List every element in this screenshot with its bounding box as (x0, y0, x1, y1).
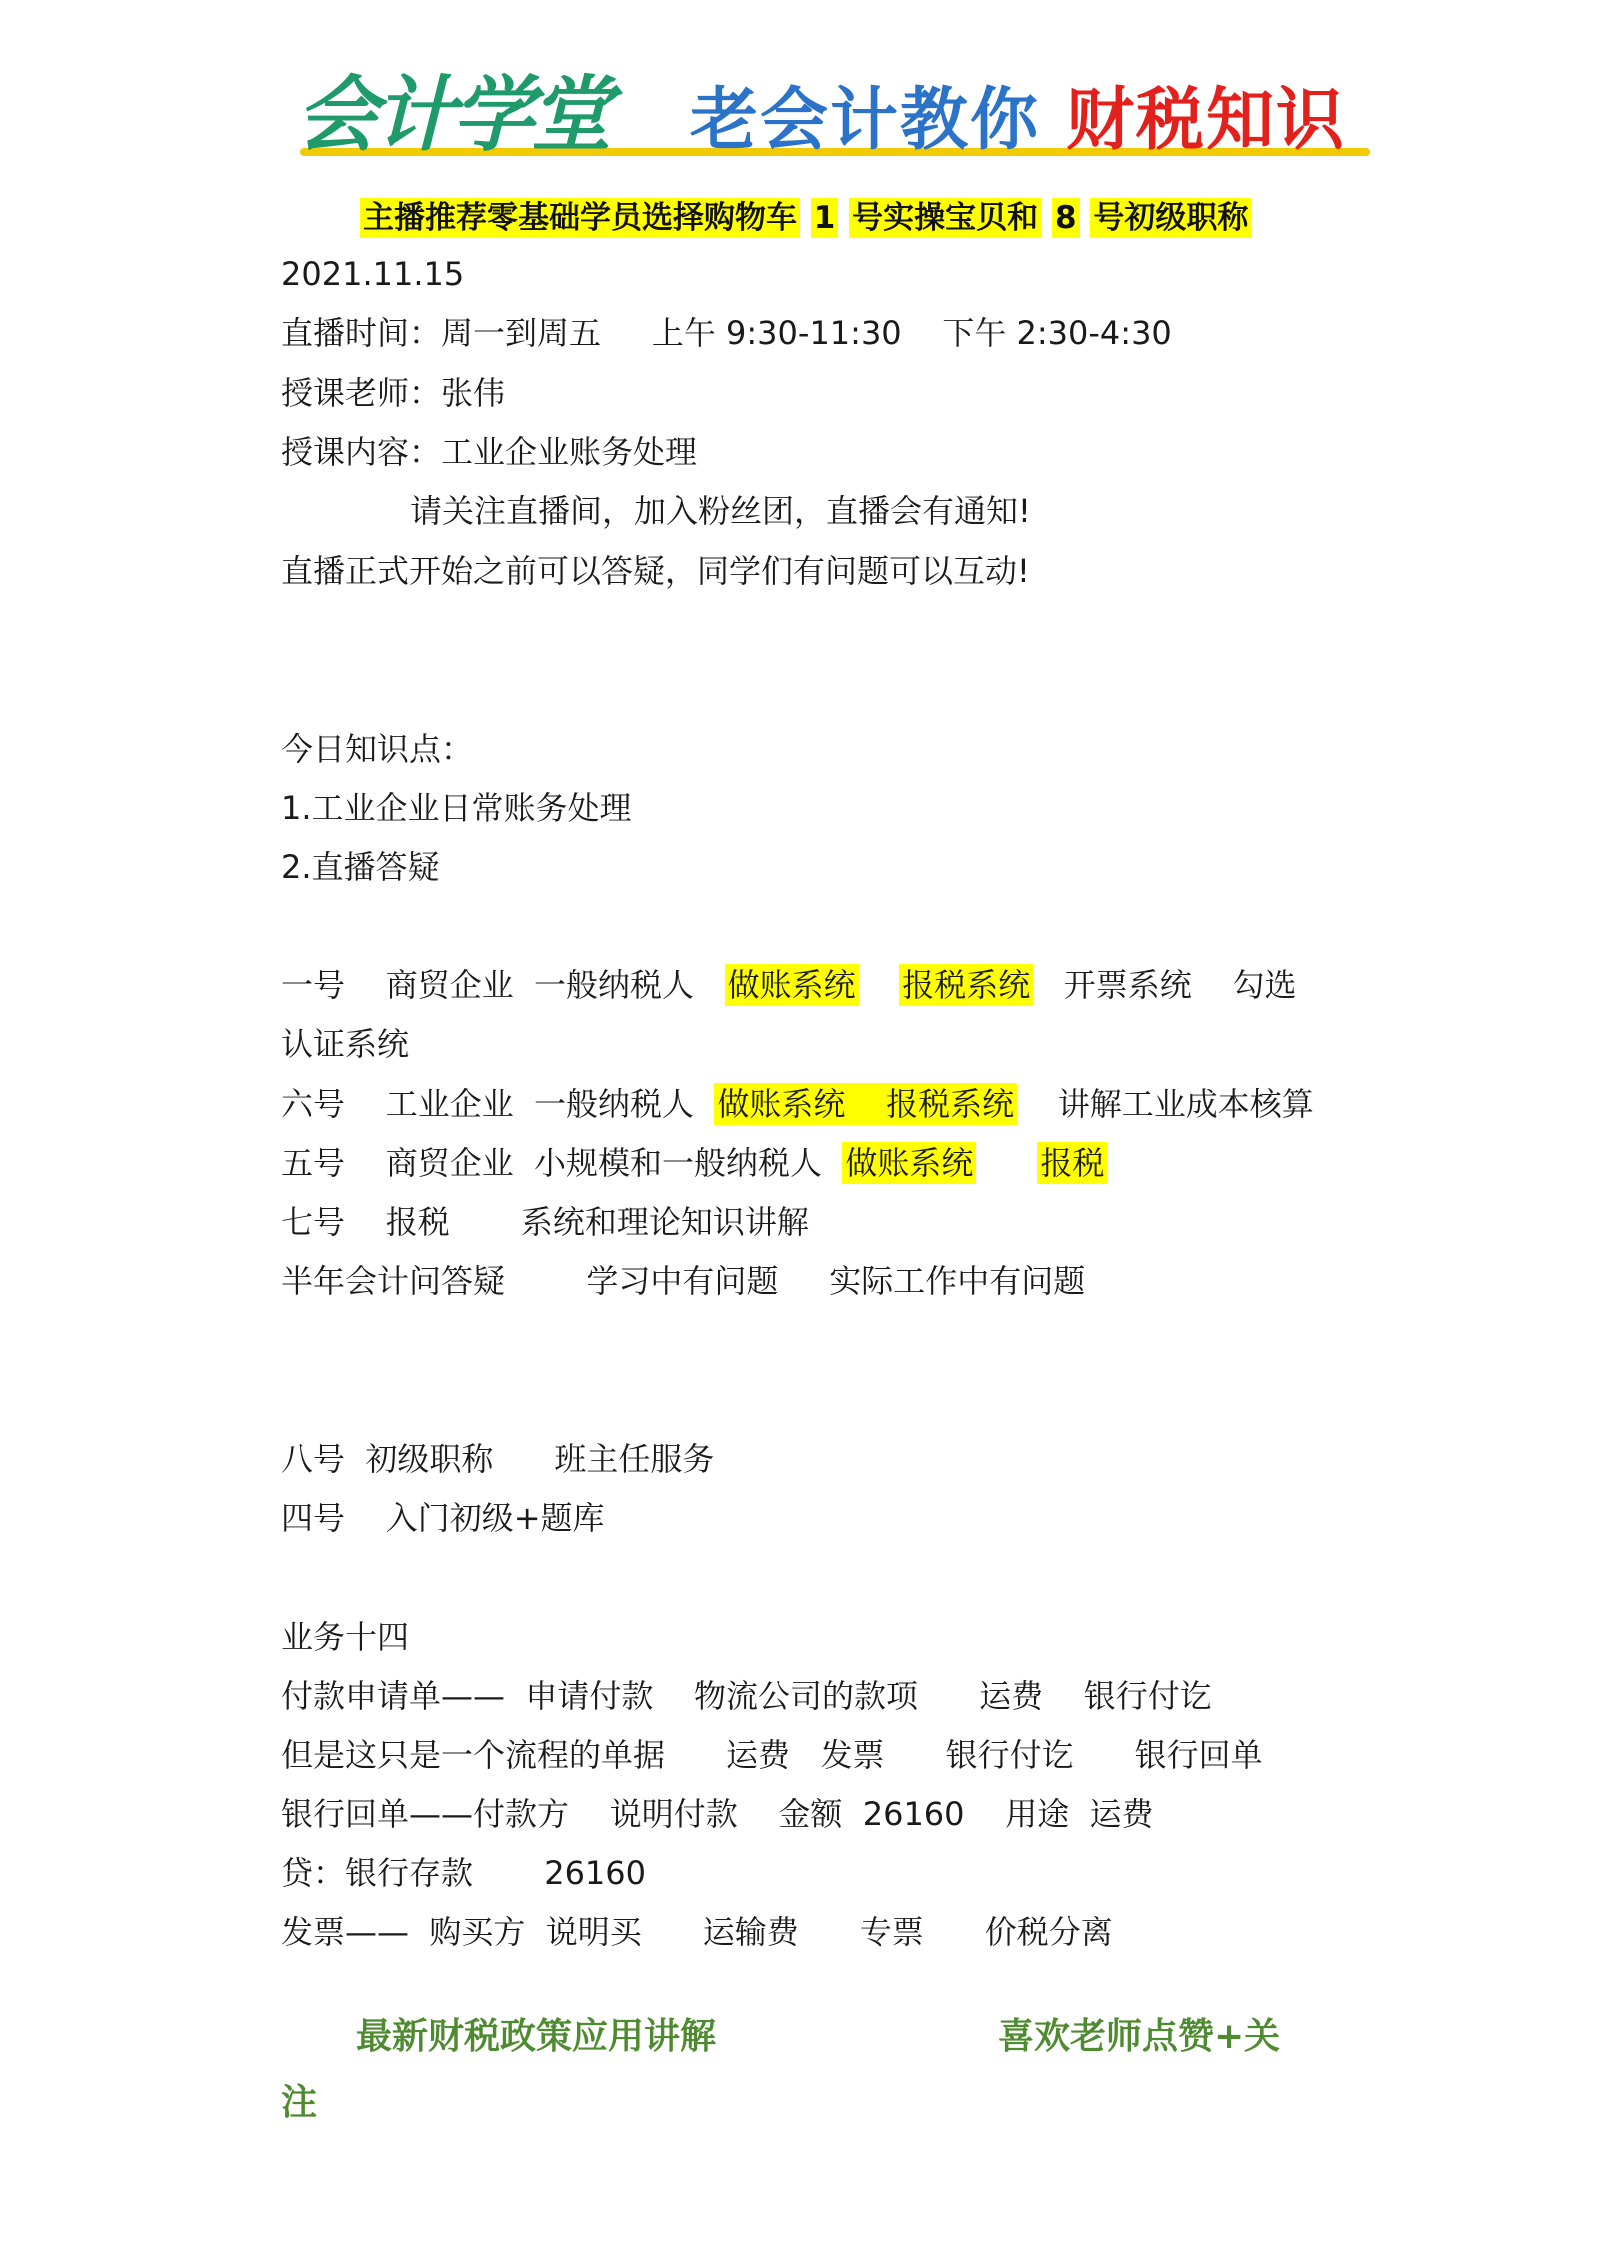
product-1-cont: 认证系统 (281, 1025, 410, 1063)
course-content: 授课内容：工业企业账务处理 (281, 433, 698, 471)
product-text: 一号 商贸企业 一般纳税人 (281, 966, 725, 1004)
subtitle-number: 1 (811, 198, 839, 238)
half-year-qa: 半年会计问答疑 学习中有问题 实际工作中有问题 (281, 1262, 1086, 1300)
banner-brand: 会计学堂 (296, 68, 608, 163)
product-4: 四号 入门初级+题库 (281, 1499, 605, 1537)
business-heading: 业务十四 (281, 1618, 410, 1656)
product-text: 五号 商贸企业 小规模和一般纳税人 (281, 1144, 843, 1182)
footer-like-follow: 喜欢老师点赞+关 (998, 2016, 1281, 2057)
highlight-tag: 报税系统 (899, 964, 1033, 1006)
business-line: 银行回单——付款方 说明付款 金额 26160 用途 运费 (281, 1795, 1154, 1833)
business-line: 但是这只是一个流程的单据 运费 发票 银行付讫 银行回单 (281, 1736, 1263, 1774)
highlight-tag: 做账系统 报税系统 (714, 1083, 1017, 1125)
subtitle-part: 号实操宝贝和 (849, 198, 1041, 238)
business-line: 发票—— 购买方 说明买 运输费 专票 价税分离 (281, 1913, 1113, 1951)
product-8: 八号 初级职称 班主任服务 (281, 1440, 715, 1478)
subtitle (360, 192, 1251, 237)
spacer (976, 1144, 1037, 1182)
highlight-tag: 报税 (1037, 1142, 1107, 1184)
product-text: 开票系统 勾选 (1033, 966, 1297, 1004)
notice-follow: 请关注直播间，加入粉丝团，直播会有通知! (410, 492, 1031, 530)
knowledge-item: 1.工业企业日常账务处理 (281, 789, 632, 827)
teacher: 授课老师：张伟 (281, 374, 506, 412)
subtitle-number: 8 (1052, 198, 1080, 238)
subtitle-part: 主播推荐零基础学员选择购物车 (360, 198, 800, 238)
product-text: 六号 工业企业 一般纳税人 (281, 1085, 715, 1123)
product-5 (281, 1143, 1107, 1183)
banner-slogan-red: 财税知识 (1066, 81, 1347, 160)
knowledge-item: 2.直播答疑 (281, 848, 440, 886)
highlight-tag: 做账系统 (842, 1142, 976, 1184)
product-7: 七号 报税 系统和理论知识讲解 (281, 1203, 809, 1241)
spacer (859, 966, 900, 1004)
banner-slogan-blue: 老会计教你 (690, 81, 1041, 160)
notice-qa: 直播正式开始之前可以答疑，同学们有问题可以互动! (281, 552, 1030, 590)
product-text: 讲解工业成本核算 (1017, 1085, 1314, 1123)
live-time: 直播时间：周一到周五 上午 9:30-11:30 下午 2:30-4:30 (281, 314, 1172, 352)
highlight-tag: 做账系统 (725, 964, 859, 1006)
product-1 (281, 965, 1297, 1005)
date: 2021.11.15 (281, 255, 465, 293)
subtitle-part: 号初级职称 (1090, 198, 1251, 238)
product-6 (281, 1084, 1314, 1124)
footer-policy: 最新财税政策应用讲解 (356, 2016, 717, 2057)
footer-like-follow-wrap: 注 (281, 2082, 318, 2123)
business-line: 贷：银行存款 26160 (281, 1854, 647, 1892)
business-line: 付款申请单—— 申请付款 物流公司的款项 运费 银行付讫 (281, 1677, 1212, 1715)
knowledge-heading: 今日知识点： (281, 730, 474, 768)
